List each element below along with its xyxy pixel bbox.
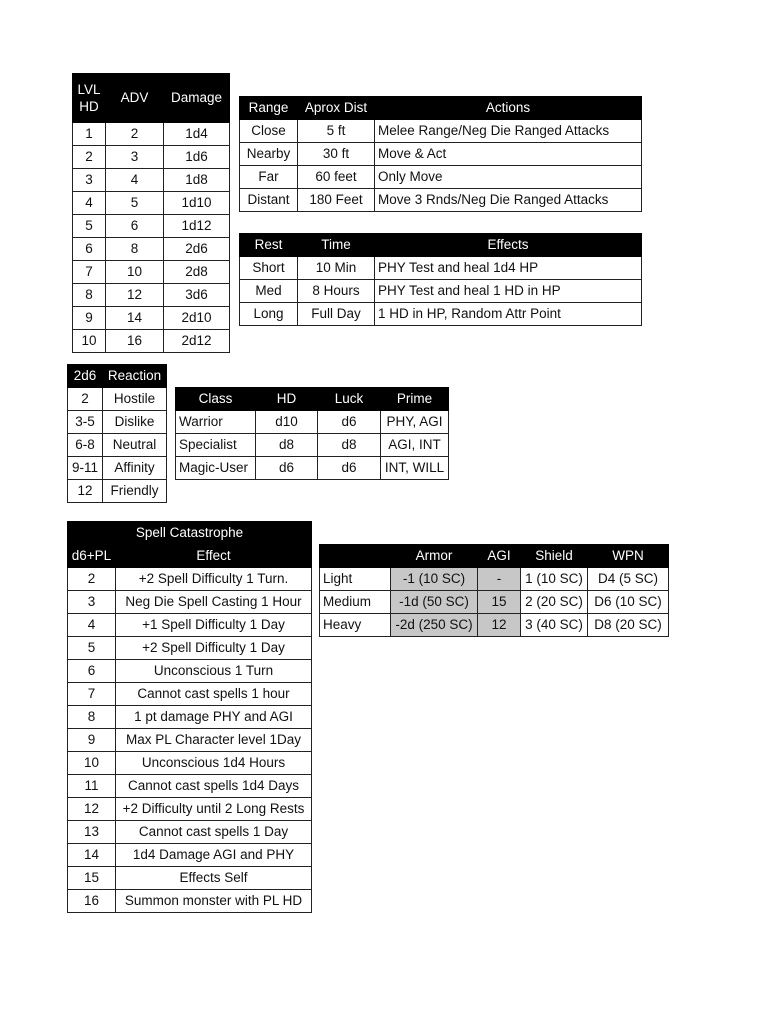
cell: 1d4 Damage AGI and PHY [116,844,312,867]
cell: +2 Difficulty until 2 Long Rests [116,798,312,821]
header-adv: ADV [106,74,164,123]
table-row [240,257,642,280]
header-actions: Actions [375,97,642,120]
table-row [73,284,230,307]
table-row [320,591,669,614]
header-agi: AGI [478,545,521,568]
cell: Short [240,257,298,280]
cell: Neg Die Spell Casting 1 Hour [116,591,312,614]
cell: 8 [106,238,164,261]
header-damage: Damage [164,74,230,123]
table-row [68,568,312,591]
header-effects: Effects [375,234,642,257]
class-table-header [176,388,449,411]
cell: 3d6 [164,284,230,307]
cell: Dislike [103,411,167,434]
cell: 7 [68,683,116,706]
cell: 13 [68,821,116,844]
cell: D8 (20 SC) [588,614,669,637]
cell: 3 [106,146,164,169]
table-row [68,798,312,821]
cell: d6 [256,457,318,480]
table-row [73,330,230,353]
cell: Nearby [240,143,298,166]
table-row [68,480,167,503]
cell: 2d6 [164,238,230,261]
cell: Only Move [375,166,642,189]
cell: 2d10 [164,307,230,330]
cell: 14 [106,307,164,330]
table-row [68,890,312,913]
header-aprox-dist: Aprox Dist [298,97,375,120]
header-wpn: WPN [588,545,669,568]
cell: 15 [68,867,116,890]
cell: d6 [318,457,381,480]
spell-catastrophe-table [67,521,312,913]
cell: 7 [73,261,106,284]
cell: Unconscious 1 Turn [116,660,312,683]
spell-table-header [68,545,312,568]
cell: PHY Test and heal 1d4 HP [375,257,642,280]
armor-table-header [320,545,669,568]
cell: 9-11 [68,457,103,480]
armor-table [319,544,669,637]
cell: 12 [68,480,103,503]
range-table [239,96,642,212]
header-rest: Rest [240,234,298,257]
header-lvl-hd [73,74,106,123]
table-row [73,215,230,238]
table-row [73,192,230,215]
cell: d8 [318,434,381,457]
table-row [68,434,167,457]
spell-table-title: Spell Catastrophe [68,522,312,545]
level-table [72,73,230,353]
header-effect: Effect [116,545,312,568]
cell: - [478,568,521,591]
table-row [68,614,312,637]
cell: 3 [73,169,106,192]
cell: Summon monster with PL HD [116,890,312,913]
cell: PHY Test and heal 1 HD in HP [375,280,642,303]
cell: Move 3 Rnds/Neg Die Ranged Attacks [375,189,642,212]
cell: Cannot cast spells 1 Day [116,821,312,844]
cell: 14 [68,844,116,867]
cell: 2d12 [164,330,230,353]
cell: 12 [478,614,521,637]
reaction-table [67,364,167,503]
cell: Cannot cast spells 1d4 Days [116,775,312,798]
table-row [68,706,312,729]
level-table-header [73,74,230,123]
spell-table-title-row [68,522,312,545]
table-row [68,867,312,890]
cell: 1 pt damage PHY and AGI [116,706,312,729]
cell: 2 [106,123,164,146]
cell: d6 [318,411,381,434]
cell: -2d (250 SC) [391,614,478,637]
cell: 11 [68,775,116,798]
rest-table-header [240,234,642,257]
table-row [73,169,230,192]
cell: 9 [73,307,106,330]
cell: 16 [106,330,164,353]
header-armor: Armor [391,545,478,568]
rest-table [239,233,642,326]
cell: PHY, AGI [381,411,449,434]
cell: Med [240,280,298,303]
cell: -1d (50 SC) [391,591,478,614]
cell: 8 [73,284,106,307]
header-reaction: Reaction [103,365,167,388]
cell: Max PL Character level 1Day [116,729,312,752]
cell: 2 (20 SC) [521,591,588,614]
cell: 15 [478,591,521,614]
cell: Full Day [298,303,375,326]
cell: 60 feet [298,166,375,189]
cell: Melee Range/Neg Die Ranged Attacks [375,120,642,143]
header-luck: Luck [318,388,381,411]
table-row [68,591,312,614]
table-row [73,261,230,284]
table-row [68,752,312,775]
cell: AGI, INT [381,434,449,457]
cell: 5 [73,215,106,238]
table-row [68,660,312,683]
cell: +2 Spell Difficulty 1 Day [116,637,312,660]
table-row [68,844,312,867]
cell: 6 [68,660,116,683]
cell: d10 [256,411,318,434]
cell: Light [320,568,391,591]
table-row [68,457,167,480]
table-row [68,775,312,798]
header-hd: HD [256,388,318,411]
cell: 16 [68,890,116,913]
header-d6-pl: d6+PL [68,545,116,568]
table-row [240,303,642,326]
range-table-header [240,97,642,120]
cell: Close [240,120,298,143]
table-row [176,411,449,434]
cell: 6-8 [68,434,103,457]
table-row [68,821,312,844]
cell: 3 [68,591,116,614]
cell: 4 [68,614,116,637]
cell: Cannot cast spells 1 hour [116,683,312,706]
cell: 8 [68,706,116,729]
class-table [175,387,449,480]
cell: 180 Feet [298,189,375,212]
cell: Distant [240,189,298,212]
header-lvl: LVL [77,82,101,97]
cell: Magic-User [176,457,256,480]
cell: 12 [106,284,164,307]
cell: Neutral [103,434,167,457]
cell: 5 [106,192,164,215]
cell: Effects Self [116,867,312,890]
cell: 2d8 [164,261,230,284]
cell: Warrior [176,411,256,434]
cell: d8 [256,434,318,457]
cell: 2 [68,568,116,591]
cell: 4 [73,192,106,215]
cell: 10 [68,752,116,775]
table-row [240,120,642,143]
table-row [240,280,642,303]
cell: 1d12 [164,215,230,238]
cell: 1 [73,123,106,146]
reaction-table-header [68,365,167,388]
table-row [68,411,167,434]
cell: 3 (40 SC) [521,614,588,637]
cell: INT, WILL [381,457,449,480]
cell: 1 HD in HP, Random Attr Point [375,303,642,326]
table-row [73,146,230,169]
cell: 1d6 [164,146,230,169]
cell: Long [240,303,298,326]
table-row [73,238,230,261]
table-row [68,637,312,660]
cell: 5 [68,637,116,660]
cell: Move & Act [375,143,642,166]
table-row [320,614,669,637]
header-class: Class [176,388,256,411]
cell: Affinity [103,457,167,480]
header-prime: Prime [381,388,449,411]
table-row [68,683,312,706]
cell: Hostile [103,388,167,411]
cell: 10 Min [298,257,375,280]
cell: 12 [68,798,116,821]
cell: Friendly [103,480,167,503]
cell: 1d10 [164,192,230,215]
table-row [240,143,642,166]
cell: +2 Spell Difficulty 1 Turn. [116,568,312,591]
cell: 30 ft [298,143,375,166]
cell: 9 [68,729,116,752]
cell: 2 [73,146,106,169]
cell: 10 [73,330,106,353]
cell: +1 Spell Difficulty 1 Day [116,614,312,637]
table-row [320,568,669,591]
cell: 8 Hours [298,280,375,303]
table-row [240,166,642,189]
cell: D4 (5 SC) [588,568,669,591]
cell: 5 ft [298,120,375,143]
cell: Medium [320,591,391,614]
cell: 6 [106,215,164,238]
table-row [73,307,230,330]
table-row [176,434,449,457]
cell: Heavy [320,614,391,637]
cell: 1 (10 SC) [521,568,588,591]
header-2d6: 2d6 [68,365,103,388]
cell: Specialist [176,434,256,457]
table-row [240,189,642,212]
table-row [73,123,230,146]
cell: Far [240,166,298,189]
cell: -1 (10 SC) [391,568,478,591]
table-row [68,729,312,752]
cell: D6 (10 SC) [588,591,669,614]
cell: 10 [106,261,164,284]
header-shield: Shield [521,545,588,568]
header-blank [320,545,391,568]
cell: Unconscious 1d4 Hours [116,752,312,775]
table-row [176,457,449,480]
table-row [68,388,167,411]
header-hd: HD [79,99,99,114]
cell: 2 [68,388,103,411]
cell: 3-5 [68,411,103,434]
cell: 1d8 [164,169,230,192]
header-time: Time [298,234,375,257]
cell: 1d4 [164,123,230,146]
cell: 6 [73,238,106,261]
cell: 4 [106,169,164,192]
header-range: Range [240,97,298,120]
